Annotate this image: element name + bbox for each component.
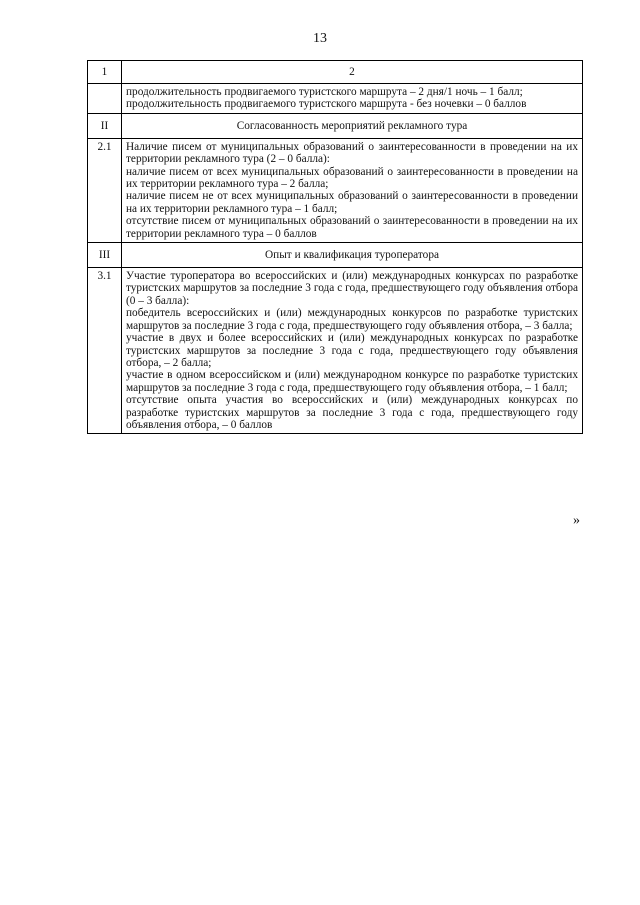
table-header-row: [88, 61, 583, 84]
section-row: [88, 243, 583, 268]
criteria-table: [87, 60, 583, 434]
row-number: 3.1: [88, 268, 122, 434]
criterion-line: продолжительность продвигаемого туристского маршрута – 2 дня/1 ночь – 1 балл;: [126, 86, 523, 98]
section-number: II: [88, 113, 122, 138]
row-content: [122, 138, 583, 242]
criterion-line: Участие туроператора во всероссийских и (или) международных конкурсах по разработке туристских маршрутов за последние 3 года с года, предшествующего году объявления отбора (0 – 3 балла):: [126, 270, 578, 307]
criterion-line: отсутствие опыта участия во всероссийских и (или) международных конкурсах по разработке туристских маршрутов за последние 3 года с года, предшествующего году объявления отбора, – 0 баллов: [126, 394, 578, 431]
criterion-line: Наличие писем от муниципальных образований о заинтересованности в проведении на их территории рекламного тура (2 – 0 балла):: [126, 140, 578, 166]
section-title: Согласованность мероприятий рекламного тура: [122, 113, 583, 138]
closing-quote-mark: »: [573, 513, 580, 528]
row-number: 2.1: [88, 138, 122, 242]
criterion-line: победитель всероссийских и (или) международных конкурсов по разработке туристских маршрутов за последние 3 года с года, предшествующего году объявления отбора, – 3 балла;: [126, 307, 578, 332]
table-row: [88, 84, 583, 114]
criterion-line: участие в двух и более всероссийских и (или) международных конкурсах по разработке туристских маршрутов за последние 3 года с года, предшествующего году объявления отбора, – 2 балла;: [126, 332, 578, 369]
criterion-line: наличие писем не от всех муниципальных образований о заинтересованности в проведении на их территории рекламного тура – 1 балл;: [126, 190, 578, 215]
criterion-line: наличие писем от всех муниципальных образований о заинтересованности в проведении на их территории рекламного тура – 2 балла;: [126, 165, 578, 191]
section-number: III: [88, 243, 122, 268]
criterion-line: отсутствие писем от муниципальных образований о заинтересованности в проведении на их территории рекламного тура – 0 баллов: [126, 215, 578, 240]
header-col-2: 2: [122, 61, 583, 84]
row-number: [88, 84, 122, 114]
table-row: [88, 138, 583, 242]
header-col-1: 1: [88, 61, 122, 84]
table-row: [88, 268, 583, 434]
criterion-line: участие в одном всероссийском и (или) международном конкурсе по разработке туристских маршрутов за последние 3 года с года, предшествующего году объявления отбора, – 1 балл;: [126, 369, 578, 394]
page-number: 13: [313, 31, 327, 46]
row-content: [122, 84, 583, 114]
section-title: Опыт и квалификация туроператора: [122, 243, 583, 268]
section-row: [88, 113, 583, 138]
criterion-line: продолжительность продвигаемого туристского маршрута - без ночевки – 0 баллов: [126, 98, 527, 111]
row-content: [122, 268, 583, 434]
